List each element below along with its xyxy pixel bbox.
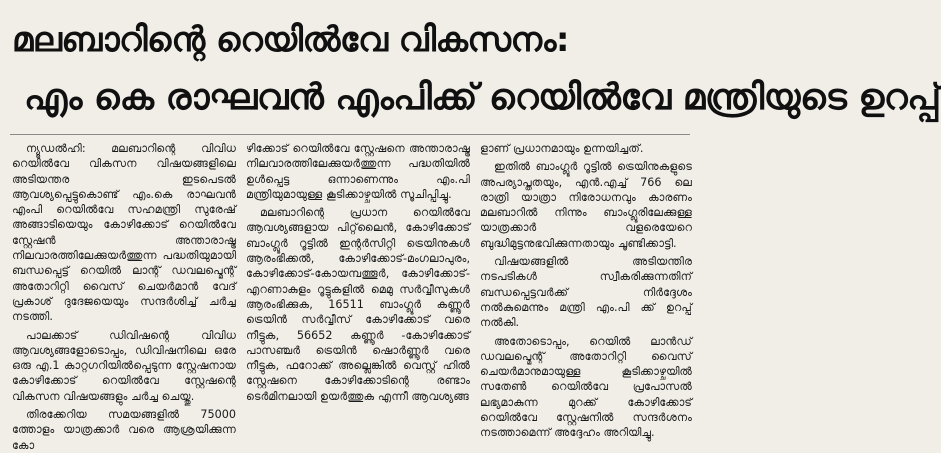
paragraph: ന്യൂഡൽഹി: മലബാറിന്റെ വിവിധ റെയിൽവേ വികസന വിഷയങ്ങളിലെ അടിയന്തര ഇടപെടൽ ആവശ്യപ്പെട്ടുകൊണ്ട് എം.കെ രാഘവൻ എംപി റെയിൽവേ സഹമന്ത്രി സുരേഷ് അങ്ങാടിയെയും കോഴിക്കോട് റെയിൽവേ സ്റ്റേഷൻ അന്താരാഷ്ട്ര നിലവാരത്തിലേക്കുയർത്തുന്ന പദ്ധതിയുമായി ബന്ധപ്പെട്ട് റെയിൽ ലാന്റ് ഡവലപ്മെന്റ് അതോറിറ്റി വൈസ് ചെയർമാൻ വേദ് പ്രകാശ് ദുദേജയെയും സന്ദർശിച്ച് ചർച്ച നടത്തി.	[12, 142, 236, 324]
paragraph: വിഷയങ്ങളിൽ അടിയന്തിര നടപടികൾ സ്വീകരിക്കുന്നതിന് ബന്ധപ്പെട്ടവർക്ക് നിർദ്ദേശം നൽകുമെന്നും മന്ത്രി എം.പി ക്ക് ഉറപ്പ് നൽകി.	[480, 255, 692, 330]
paragraph: ളാണ് പ്രധാനമായും ഉന്നയിച്ചത്.	[480, 142, 644, 155]
paragraph: പാലക്കാട് ഡിവിഷന്റെ വിവിധ ആവശ്യങ്ങളോടൊപ്പം, ഡിവിഷനിലെ ഒരേ ഒരു എ.1 കാറ്റഗറിയിൽപ്പെടുന്ന സ്റ്റേഷനായ കോഴിക്കോട് റെയിൽവേ സ്റ്റേഷന്റെ വികസന വിഷയങ്ങളും ചർച്ച ചെയ്തു.	[12, 328, 236, 403]
paragraph: മലബാറിന്റെ പ്രധാന റെയിൽവേ ആവശ്യങ്ങളായ പിറ്റ്‌ലൈൻ, കോഴിക്കോട് ബാംഗ്ലൂർ റൂട്ടിൽ ഇന്റർസിറ്റി ട്രെയിനുകൾ ആരംഭിക്കൽ, കോഴിക്കോട്-മംഗലാപുരം, കോഴിക്കോട്-കോയമ്പത്തൂർ, കോഴിക്കോട്-എറണാകുളം റൂട്ടുകളിൽ മെമു സർവ്വീസുകൾ ആരംഭിക്കുക, 16511 ബാംഗ്ലൂർ കണ്ണൂർ ട്രെയിൻ സർവ്വീസ് കോഴിക്കോട് വരെ നീട്ടുക, 56652 കണ്ണൂർ -കോഴിക്കോട് പാസഞ്ചർ ട്രെയിൻ ഷൊർണ്ണൂർ വരെ നീട്ടുക, ഫറോക്ക് അല്ലെങ്കിൽ വെസ്റ്റ് ഹിൽ സ്റ്റേഷനെ കോഴിക്കോടിന്റെ രണ്ടാം ടെർമിനലായി ഉയർത്തുക എന്നീ ആവശ്യങ്ങ	[246, 206, 470, 403]
paragraph: ഴിക്കോട് റെയിൽവേ സ്റ്റേഷനെ അന്താരാഷ്ട്ര നിലവാരത്തിലേക്കുയർത്തുന്ന പദ്ധതിയിൽ ഉൾപ്പെട്ട ഒന്നാണെന്നും എം.പി മന്ത്രിയുമായുള്ള കൂടിക്കാഴ്ചയിൽ സൂചിപ്പിച്ചു.	[246, 142, 470, 201]
headline-line-1: മലബാറിന്റെ റെയിൽവേ വികസനം:	[12, 20, 569, 60]
article-column-3	[480, 141, 692, 441]
article-column-2	[246, 141, 470, 441]
headline-line-2: എം കെ രാഘവൻ എംപിക്ക് റെയിൽവേ മന്ത്രിയുടെ ഉറപ്പ്	[24, 77, 941, 118]
article-column-1	[12, 141, 236, 452]
paragraph: അതോടൊപ്പം, റെയിൽ ലാൻഡ് ഡവലപ്മെന്റ് അതോറിറ്റി വൈസ് ചെയർമാനുമായുള്ള കൂടിക്കാഴ്ചയിൽ സതേൺ റെയിൽവേ പ്രപോസൽ ലഭ്യമാകുന്ന മുറക്ക് കോഴിക്കോട് റെയിൽവേ സ്റ്റേഷനിൽ സന്ദർശനം നടത്താമെന്ന് അദ്ദേഹം അറിയിച്ചു.	[480, 334, 692, 440]
paragraph: തിരക്കേറിയ സമയങ്ങളിൽ 75000 ത്തോളം യാത്രക്കാർ വരെ ആശ്രയിക്കുന്ന കോ	[12, 408, 236, 452]
headline-divider	[10, 134, 690, 135]
paragraph: ഇതിൽ ബാംഗ്ലൂർ റൂട്ടിൽ ട്രെയിനുകളുടെ അപര്യാപ്തതയും, എൻ.എച്ച് 766 ലെ രാത്രി യാത്രാ നിരോധനവും കാരണം മലബാറിൽ നിന്നും ബാംഗ്ലൂരിലേക്കുള്ള യാത്രക്കാർ വളരെയേറെ ബുദ്ധിമുട്ടനുഭവിക്കുന്നതായും ചൂണ്ടിക്കാട്ടി.	[480, 160, 692, 250]
